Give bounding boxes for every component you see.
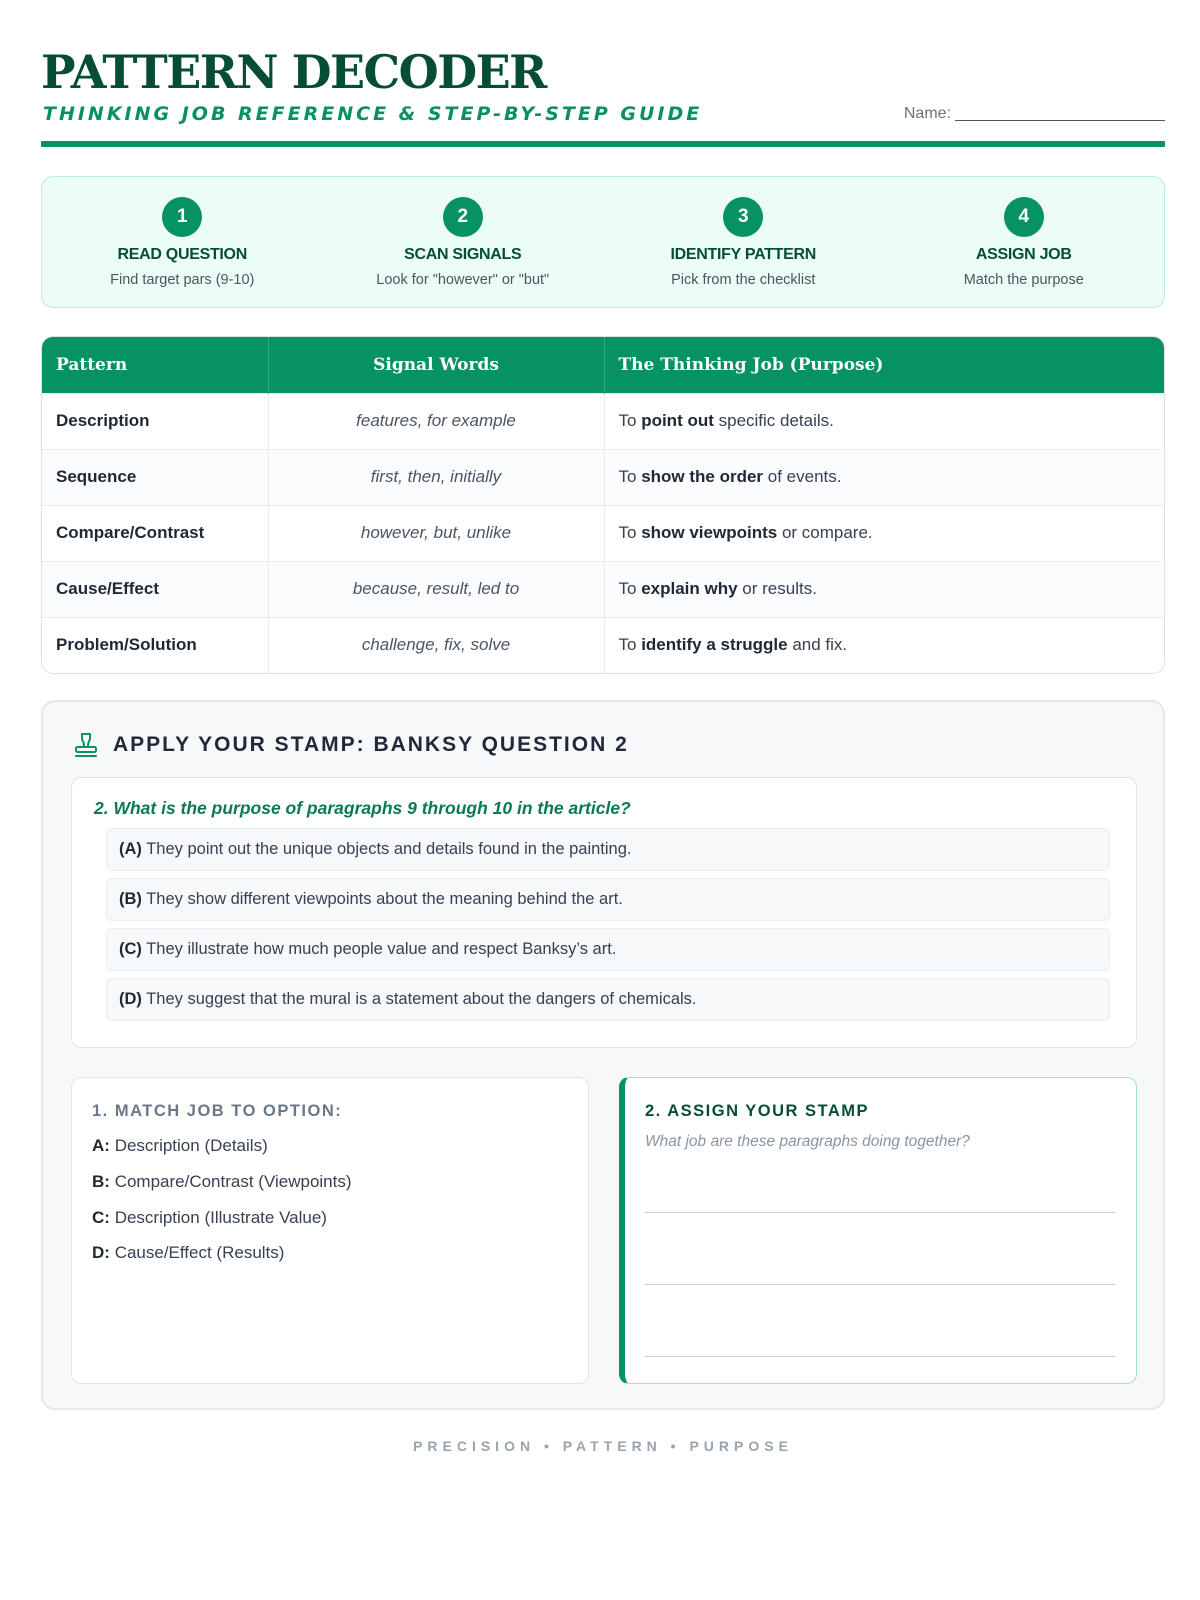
name-blank-line[interactable] xyxy=(955,105,1165,121)
signal-words-cell: features, for example xyxy=(268,393,604,449)
step-label: READ QUESTION xyxy=(117,246,247,263)
pattern-cell: Cause/Effect xyxy=(42,561,268,617)
thinking-job-cell xyxy=(604,505,1164,561)
option-letter: (D) xyxy=(119,990,142,1008)
match-text: Compare/Contrast (Viewpoints) xyxy=(114,1172,352,1191)
job-text: of events. xyxy=(763,467,842,486)
name-label: Name: xyxy=(903,105,951,122)
step-3 xyxy=(603,177,884,307)
stamp-title: 2. ASSIGN YOUR STAMP xyxy=(645,1102,870,1120)
option-letter: (A) xyxy=(119,840,142,858)
pattern-cell: Compare/Contrast xyxy=(42,505,268,561)
option-b[interactable] xyxy=(106,878,1110,921)
question-card xyxy=(71,777,1137,1048)
answer-line[interactable] xyxy=(645,1356,1115,1357)
pattern-cell: Sequence xyxy=(42,449,268,505)
match-item xyxy=(92,1172,352,1192)
signal-words-cell: first, then, initially xyxy=(268,449,604,505)
job-text: or results. xyxy=(737,579,817,598)
option-letter: (C) xyxy=(119,940,142,958)
match-text: Description (Details) xyxy=(114,1136,268,1155)
table-row xyxy=(42,617,1164,673)
pattern-cell: Problem/Solution xyxy=(42,617,268,673)
job-text: To xyxy=(618,411,642,430)
steps-panel xyxy=(41,176,1165,308)
thinking-job-cell xyxy=(604,617,1164,673)
job-keyword: point out xyxy=(641,411,714,430)
option-c[interactable] xyxy=(106,928,1110,971)
job-text: and fix. xyxy=(787,635,848,655)
match-title: 1. MATCH JOB TO OPTION: xyxy=(92,1102,343,1120)
page-title: PATTERN DECODER xyxy=(41,45,546,99)
match-letter: A: xyxy=(92,1136,110,1155)
step-2 xyxy=(323,177,604,307)
question-text: 2. What is the purpose of paragraphs 9 through 10 in the article? xyxy=(94,798,631,818)
table-row xyxy=(42,393,1164,449)
job-text: To xyxy=(618,579,642,598)
option-a[interactable] xyxy=(106,828,1110,871)
footer-tagline: PRECISION • PATTERN • PURPOSE xyxy=(413,1438,793,1454)
job-text: or compare. xyxy=(777,523,873,542)
job-text: specific details. xyxy=(713,411,834,430)
stamp-icon xyxy=(73,731,99,759)
step-number-badge: 4 xyxy=(1004,197,1044,237)
apply-title: APPLY YOUR STAMP: BANKSY QUESTION 2 xyxy=(113,733,629,756)
signal-words-cell: because, result, led to xyxy=(268,561,604,617)
step-number-badge: 2 xyxy=(443,197,483,237)
pattern-table xyxy=(41,336,1165,674)
step-number-badge: 1 xyxy=(162,197,202,237)
step-desc: Find target pars (9-10) xyxy=(110,272,255,288)
answer-line[interactable] xyxy=(645,1212,1115,1213)
signal-words-cell: however, but, unlike xyxy=(268,505,604,561)
match-text: Cause/Effect (Results) xyxy=(114,1243,285,1262)
job-keyword: show viewpoints xyxy=(641,523,778,542)
step-label: IDENTIFY PATTERN xyxy=(670,246,816,263)
header-rule xyxy=(41,141,1165,147)
table-row xyxy=(42,449,1164,505)
signal-words-cell: challenge, fix, solve xyxy=(268,617,604,673)
pattern-cell: Description xyxy=(42,393,268,449)
match-item xyxy=(92,1208,327,1228)
match-letter: D: xyxy=(92,1243,110,1262)
option-text: They suggest that the mural is a statement about the dangers of chemicals. xyxy=(146,990,697,1008)
match-letter: C: xyxy=(92,1208,110,1227)
job-keyword: show the order xyxy=(641,467,764,486)
match-job-card xyxy=(71,1077,589,1384)
job-text: To xyxy=(618,467,642,486)
apply-header xyxy=(73,730,629,760)
step-4 xyxy=(884,177,1165,307)
match-item xyxy=(92,1136,268,1156)
header xyxy=(41,0,1165,148)
option-letter: (B) xyxy=(119,890,142,908)
thinking-job-cell xyxy=(604,449,1164,505)
step-desc: Match the purpose xyxy=(963,272,1084,288)
table-row xyxy=(42,561,1164,617)
option-text: They show different viewpoints about the meaning behind the art. xyxy=(146,890,623,908)
job-text: To xyxy=(618,523,642,542)
job-keyword: identify a struggle xyxy=(641,635,788,655)
name-field[interactable] xyxy=(904,105,1165,123)
step-label: SCAN SIGNALS xyxy=(404,246,522,263)
job-text: To xyxy=(618,635,642,655)
assign-stamp-card[interactable] xyxy=(619,1077,1137,1384)
stamp-prompt: What job are these paragraphs doing together? xyxy=(645,1133,970,1150)
step-desc: Look for "however" or "but" xyxy=(376,272,550,288)
match-text: Description (Illustrate Value) xyxy=(114,1208,327,1227)
thinking-job-cell xyxy=(604,393,1164,449)
column-header-thinking-job: The Thinking Job (Purpose) xyxy=(618,354,884,375)
table-header-row xyxy=(42,337,1164,393)
column-header-pattern: Pattern xyxy=(42,337,268,393)
step-desc: Pick from the checklist xyxy=(671,272,816,288)
option-text: They illustrate how much people value and respect Banksy’s art. xyxy=(146,940,617,958)
job-keyword: explain why xyxy=(641,579,738,598)
match-letter: B: xyxy=(92,1172,110,1191)
column-header-signal-words: Signal Words xyxy=(268,337,604,393)
apply-stamp-section xyxy=(41,700,1165,1410)
thinking-job-cell xyxy=(604,561,1164,617)
answer-line[interactable] xyxy=(645,1284,1115,1285)
option-text: They point out the unique objects and details found in the painting. xyxy=(146,840,632,858)
page-subtitle: THINKING JOB REFERENCE & STEP-BY-STEP GUIDE xyxy=(43,103,703,125)
step-1 xyxy=(42,177,323,307)
step-label: ASSIGN JOB xyxy=(975,246,1072,263)
table-row xyxy=(42,505,1164,561)
worksheet-page xyxy=(41,0,1165,1454)
option-d[interactable] xyxy=(106,978,1110,1021)
step-number-badge: 3 xyxy=(723,197,763,237)
match-item xyxy=(92,1243,284,1263)
